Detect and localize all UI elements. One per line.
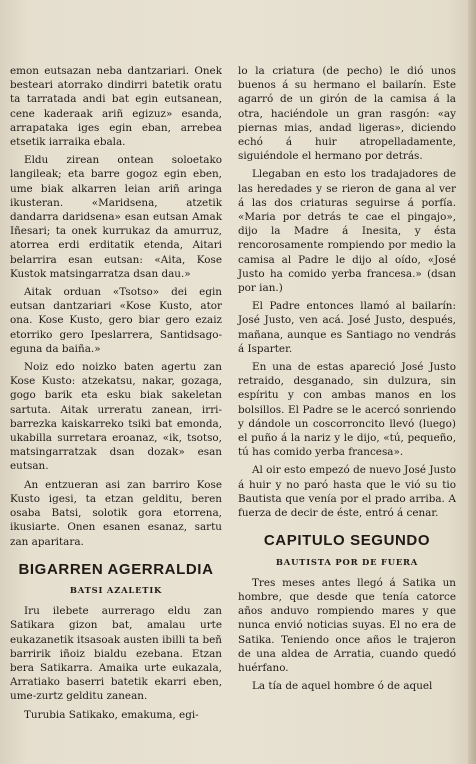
paragraph: La tía de aquel hombre ó de aquel [252,680,433,693]
paragraph: El Padre entonces llamó al bailarín: José Justo, ven acá. José Justo, después, mañana, aunque es Santiago no vendrás á Isparter. [238,300,456,355]
chapter-subheading: BATSI AZALETIK [69,584,163,595]
paragraph: An entzueran asi zan barriro Kose Kusto igesi, ta etzan gelditu, beren osaba Batsi, solotik gora etorrena, ikusiarte. Onen esanen esanaz, sartu zan aparitara. [10,478,222,548]
chapter-heading: BIGARREN AGERRALDIA [18,560,214,578]
paragraph: Llegaban en esto los tradajadores de las heredades y se rieron de gana al ver á las dos criaturas seguirse á porfía. «Maria por detrás te cae el pingajo», dijo la Madre á Inesita, y ésta rencorosamente rompiendo por medio la camisa al Padre le dijo al oído, «José Justo ha comido yerba francesa.» (dsan por ian.) [238,168,456,295]
paragraph: emon eutsazan neba dantzariari. Onek besteari atorrako dindirri batetik oratu ta tarratada andi bat egin eutsanean, cene kaderaak ariñ egizuz» esanda, arrapataka iges egin eban, arrebea etsetik iarraika ebala. [10,65,222,149]
paragraph: Turubia Satikako, emakuma, egi- [24,708,199,721]
left-column-basque [10,64,222,726]
paragraph: Tres meses antes llegó á Satika un hombre, que desde que tenía catorce años anduvo rompiendo mares y que nunca envió noticias suyas. El no era de Satika. Teniendo once años le trajeron de una aldea de Arratia, cuando quedó huérfano. [238,576,456,674]
paragraph: Iru ilebete aurrerago eldu zan Satikara gizon bat, amalau urte eukazanetik itsasoak austen ibilli ta beñ barririk iñoiz bialdu ezebana. Etzan bera Satikarra. Amaika urte eukazala, Arratiako baserri batetik ekarri eben, ume-zurtz gelditu zanean. [10,605,222,703]
paragraph: Noiz edo noizko baten agertu zan Kose Kusto: atzekatsu, nakar, gozaga, gogo barik eta esku biak sakeletan sartuta. Aitak urreratu zanean, irri-barrezka kaiskarreko tsiki bat emonda, ukabilla surretara eroanaz, «ik, tsotso, matsingarratzak dsan dozak» esan eutsan. [10,361,222,473]
chapter-subheading: BAUTISTA POR DE FUERA [275,556,419,567]
right-column-spanish [238,64,456,697]
page-edge-shadow [468,0,476,764]
paragraph: Al oir esto empezó de nuevo José Justo á huir y no paró hasta que le vió su tio Bautista que venía por el prado arriba. A fuerza de decir de éste, entró á cenar. [238,464,456,520]
paragraph: lo la criatura (de pecho) le dió unos buenos á su hermano el bailarín. Este agarró de un girón de la camisa á la otra, haciéndole un gran rasgón: «ay piernas mias, andad ligeras», diciendo echó á huir atropelladamente, siguiéndole el hermano por detrás. [238,65,456,163]
chapter-heading: CAPITULO SEGUNDO [263,532,431,550]
paragraph: Eldu zirean ontean soloetako langileak; eta barre gogoz egin eben, ume biak alkarren leian ariñ aringa ikusteran. «Maridsena, atzetik dandarra daridsena» esan eutsan Amak Iñesari; ta onek kurrukaz da amurruz, atorrea erdi erditatik etenda, Aitari belarrira esan eutsan: «Aita, Kose Kustok matsingarratza dsan dau.» [10,154,222,280]
paragraph: En una de estas apareció José Justo retraido, desganado, sin dulzura, sin espíritu y con ambas manos en los bolsillos. El Padre se le acercó sonriendo y dándole un coscorroncito llevó (luego) el puño á la nariz y le dijo, «tú, pequeño, tú has comido yerba francesa». [238,361,456,459]
paragraph: Aitak orduan «Tsotso» dei egin eutsan dantzariari «Kose Kusto, ator ona. Kose Kusto, gero biar gero ezaiz etorriko gero Ipeslarrera, Santidsago-eguna da baiña.» [10,286,222,355]
